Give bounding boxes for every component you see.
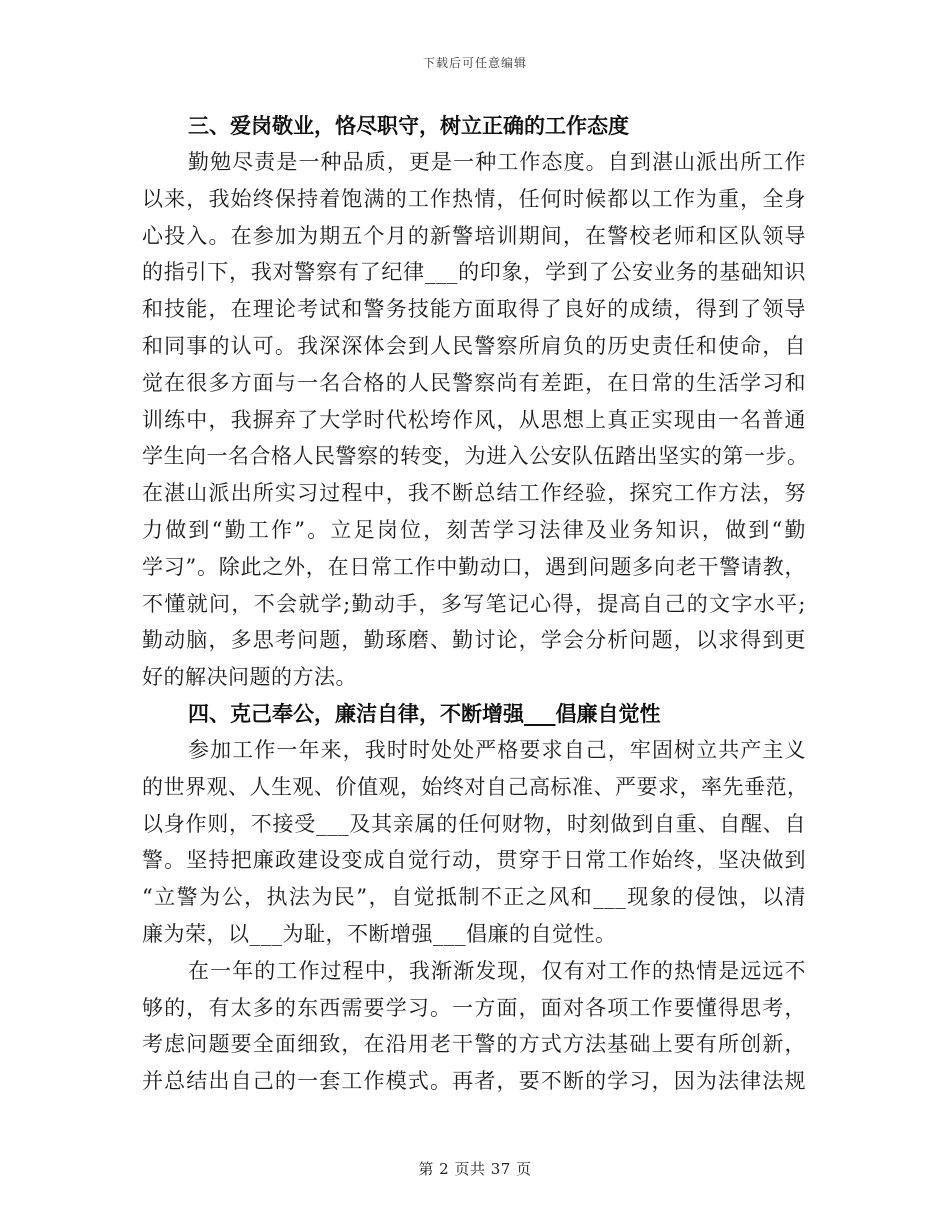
text-line: 考虑问题要全面细致，在沿用老干警的方式方法基础上要有所创新， (142, 1032, 806, 1057)
paragraph-diligence (142, 144, 809, 696)
text-line: 警。坚持把廉政建设变成自觉行动，贯穿于日常工作始终，坚决做到 (142, 848, 806, 873)
paragraph-reflection (142, 953, 806, 1100)
header-note: 下载后可任意编辑 (422, 56, 527, 70)
text-line: 并总结出自己的一套工作模式。再者，要不断的学习，因为法律法规 (142, 1069, 806, 1094)
page-number: 第 2 页共 37 页 (418, 1160, 532, 1178)
paragraph-integrity (142, 732, 809, 953)
section-heading-3: 三、爱岗敬业，恪尽职守，树立正确的工作态度 (188, 113, 629, 138)
text-line: “立警为公，执法为民”，自觉抵制不正之风和___现象的侵蚀，以清 (142, 885, 806, 910)
text-line: 和同事的认可。我深深体会到人民警察所肩负的历史责任和使命，自 (142, 333, 806, 358)
document-body (142, 108, 809, 1100)
text-line: 训练中，我摒弃了大学时代松垮作风，从思想上真正实现由一名普通 (142, 407, 806, 432)
text-line: 参加工作一年来，我时时处处严格要求自己，牢固树立共产主义 (188, 737, 806, 762)
text-line: 学习”。除此之外，在日常工作中勤动口，遇到问题多向老干警请教， (142, 554, 806, 579)
text-line: 心投入。在参加为期五个月的新警培训期间，在警校老师和区队领导 (142, 223, 806, 248)
text-line: 以来，我始终保持着饱满的工作热情，任何时候都以工作为重，全身 (142, 186, 806, 211)
text-line: 勤勉尽责是一种品质，更是一种工作态度。自到湛山派出所工作 (188, 150, 806, 174)
text-line: 以身作则，不接受___及其亲属的任何财物，时刻做到自重、自醒、自 (142, 811, 806, 836)
text-line: 觉在很多方面与一名合格的人民警察尚有差距，在日常的生活学习和 (142, 370, 806, 395)
text-line: 廉为荣，以___为耻，不断增强___倡廉的自觉性。 (142, 921, 617, 946)
text-line: 好的解决问题的方法。 (142, 665, 357, 690)
text-line: 在一年的工作过程中，我渐渐发现，仅有对工作的热情是远远不 (188, 958, 806, 983)
text-line: 不懂就问，不会就学;勤动手，多写笔记心得，提高自己的文字水平; (142, 591, 806, 616)
text-line: 在湛山派出所实习过程中，我不断总结工作经验，探究工作方法，努 (142, 481, 806, 506)
text-line: 的世界观、人生观、价值观，始终对自己高标准、严要求，率先垂范， (142, 774, 809, 799)
text-line: 和技能，在理论考试和警务技能方面取得了良好的成绩，得到了领导 (142, 297, 806, 322)
text-line: 学生向一名合格人民警察的转变，为进入公安队伍踏出坚实的第一步。 (142, 444, 809, 469)
text-line: 的指引下，我对警察有了纪律___的印象，学到了公安业务的基础知识 (142, 260, 806, 285)
text-line: 勤动脑，多思考问题，勤琢磨、勤讨论，学会分析问题，以求得到更 (142, 628, 806, 653)
text-line: 力做到“勤工作”。立足岗位，刻苦学习法律及业务知识，做到“勤 (142, 517, 806, 542)
section-heading-4: 四、克己奉公，廉洁自律，不断增强___倡廉自觉性 (188, 700, 661, 726)
text-line: 够的，有太多的东西需要学习。一方面，面对各项工作要懂得思考， (142, 995, 806, 1020)
